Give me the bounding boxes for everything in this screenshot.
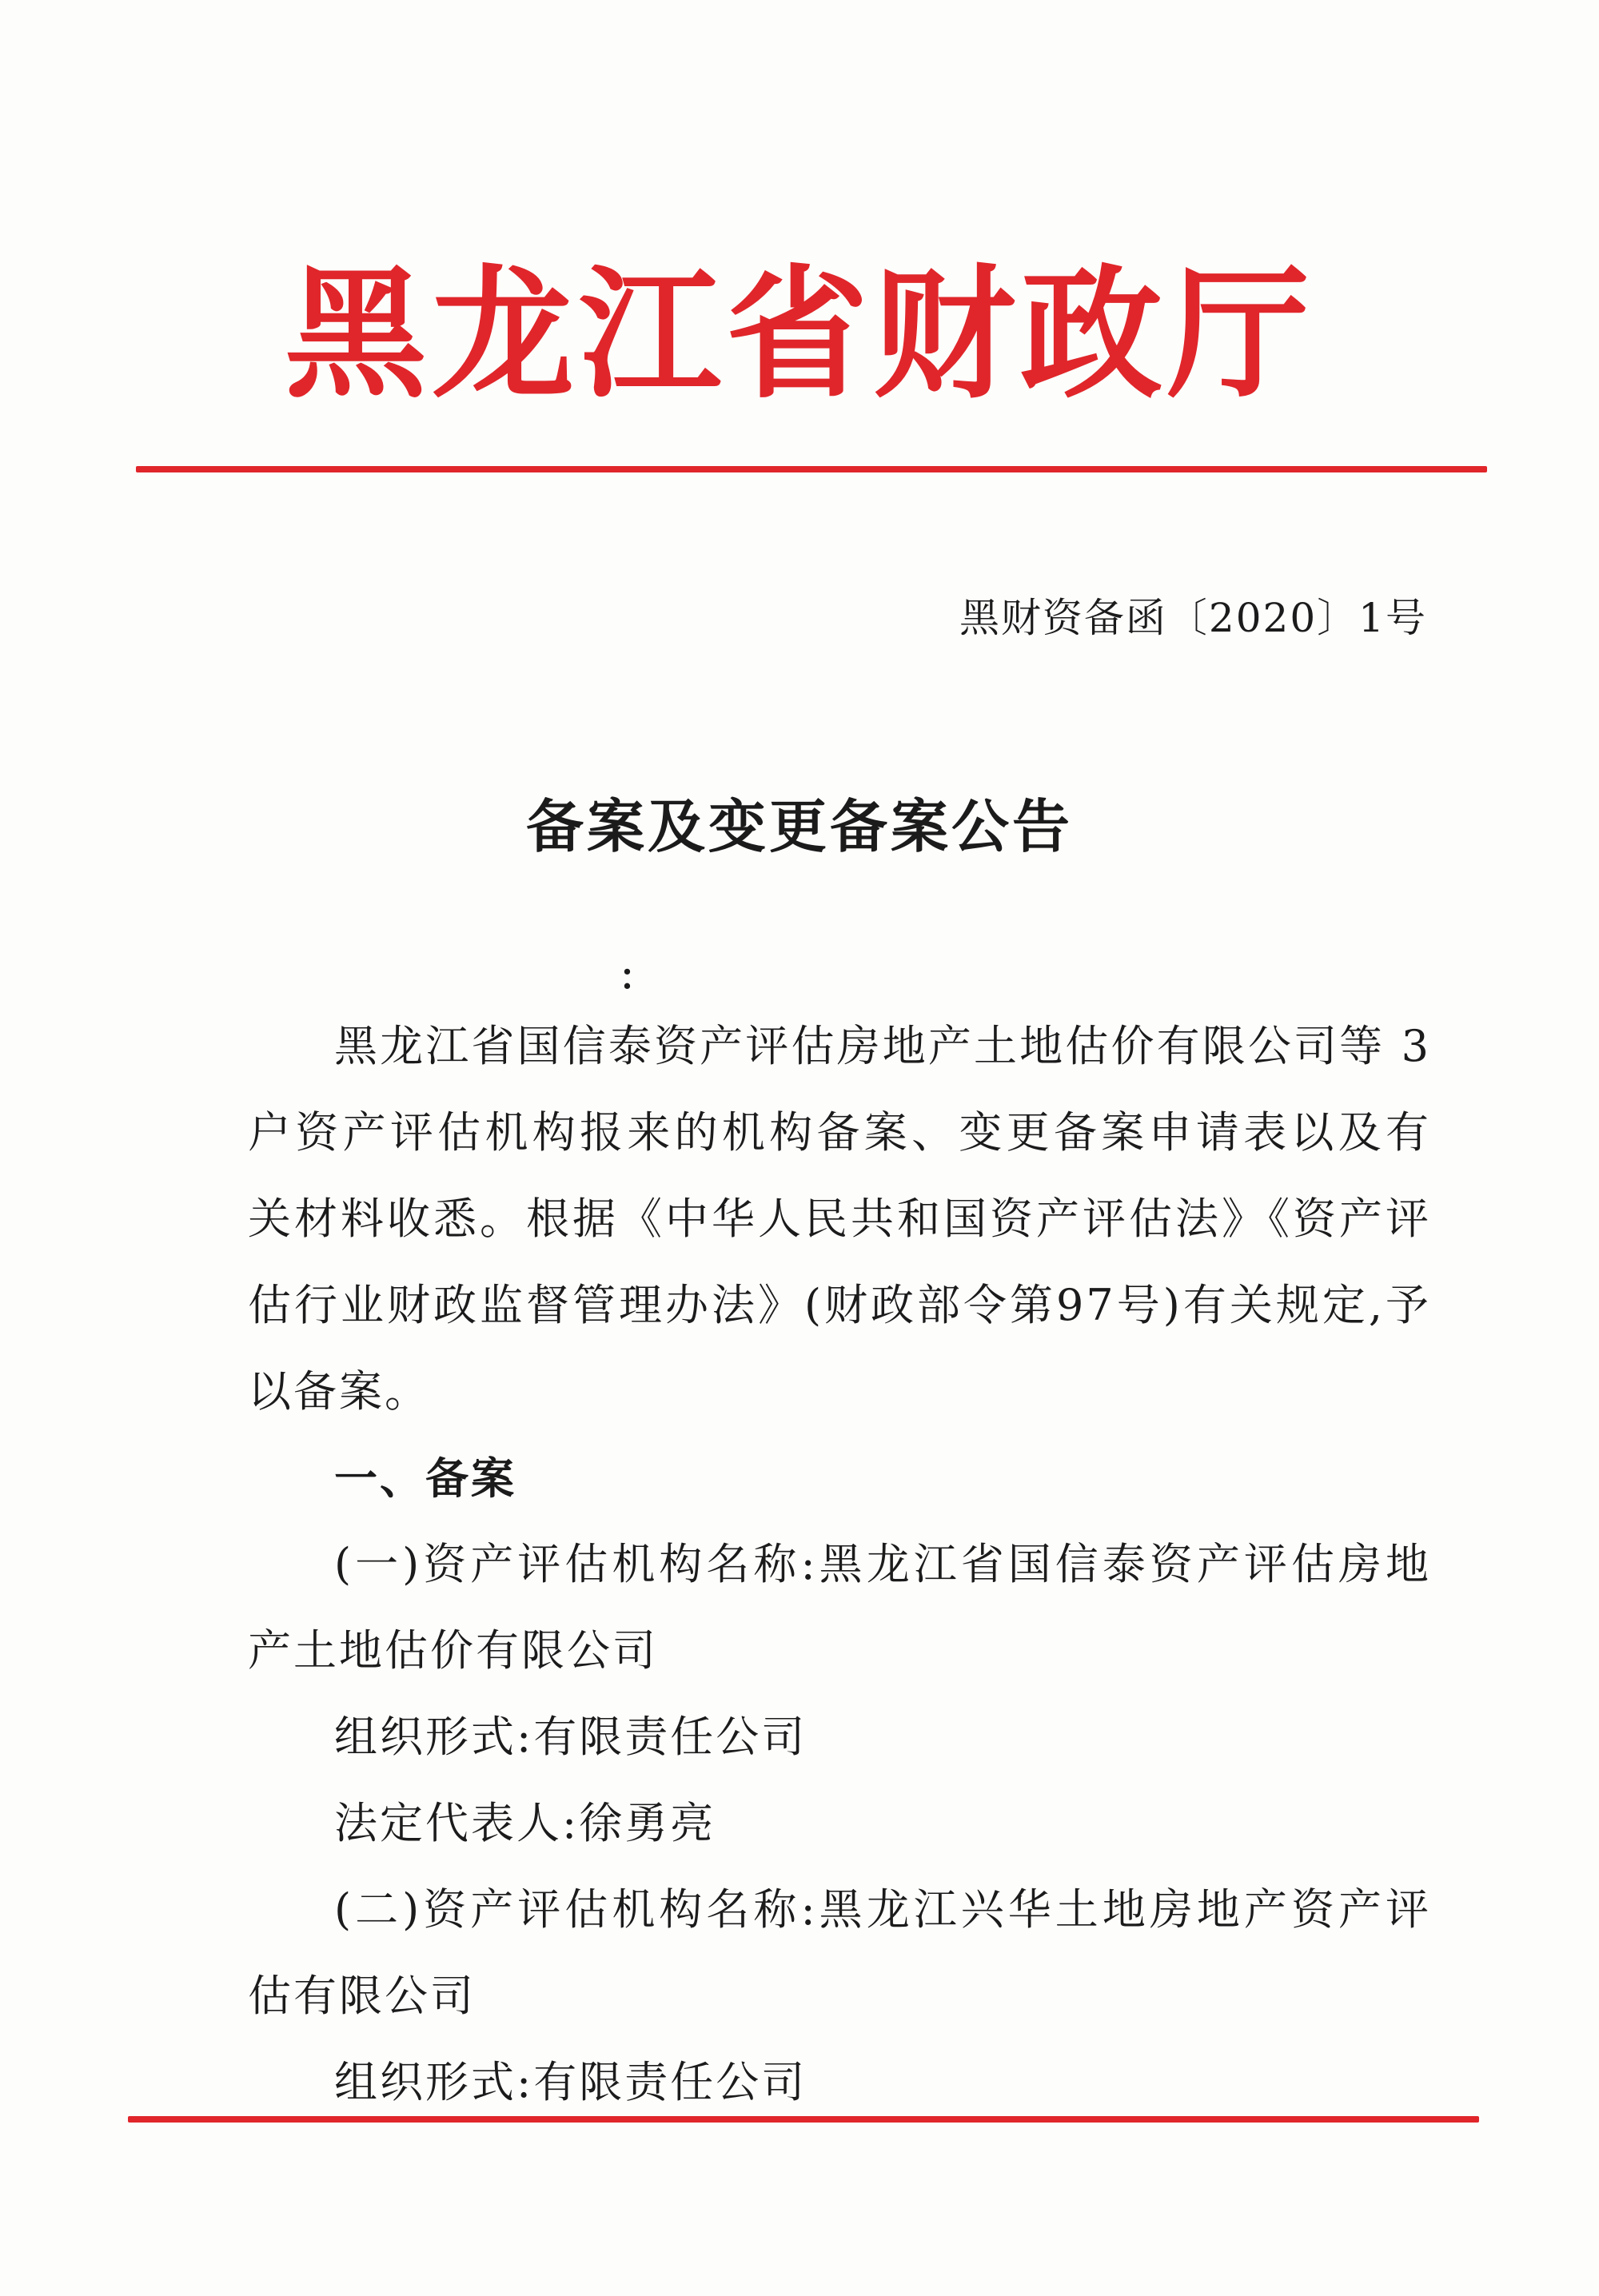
notice-title: 备案及变更备案公告: [525, 792, 1073, 860]
item1-institution-name: (一)资产评估机构名称:黑龙江省国信泰资产评估房地产土地估价有限公司: [248, 1539, 1431, 1676]
item1-organization-form: 组织形式:有限责任公司: [334, 1712, 807, 1762]
document-number: 黑财资备函〔2020〕1号: [959, 595, 1427, 641]
header-red-rule: [136, 466, 1487, 472]
item2-institution-name: (二)资产评估机构名称:黑龙江兴华土地房地产资产评估有限公司: [248, 1884, 1431, 2021]
notice-body: [248, 1003, 1431, 2126]
item2-organization-form: 组织形式:有限责任公司: [334, 2057, 807, 2107]
section-heading-filing: 一、备案: [334, 1453, 516, 1504]
masthead-title: 黑龙江省财政厅: [285, 252, 1314, 417]
footer-red-rule: [128, 2116, 1479, 2123]
intro-paragraph: 黑龙江省国信泰资产评估房地产土地估价有限公司等 3 户资产评估机构报来的机构备案、变更备案申请表以及有关材料收悉。根据《中华人民共和国资产评估法》《资产评估行业财政监督管理办法》(财政部令第97号)有关规定,予以备案。: [248, 1021, 1431, 1417]
salutation: :: [620, 947, 635, 999]
item1-legal-representative: 法定代表人:徐勇亮: [334, 1798, 716, 1848]
